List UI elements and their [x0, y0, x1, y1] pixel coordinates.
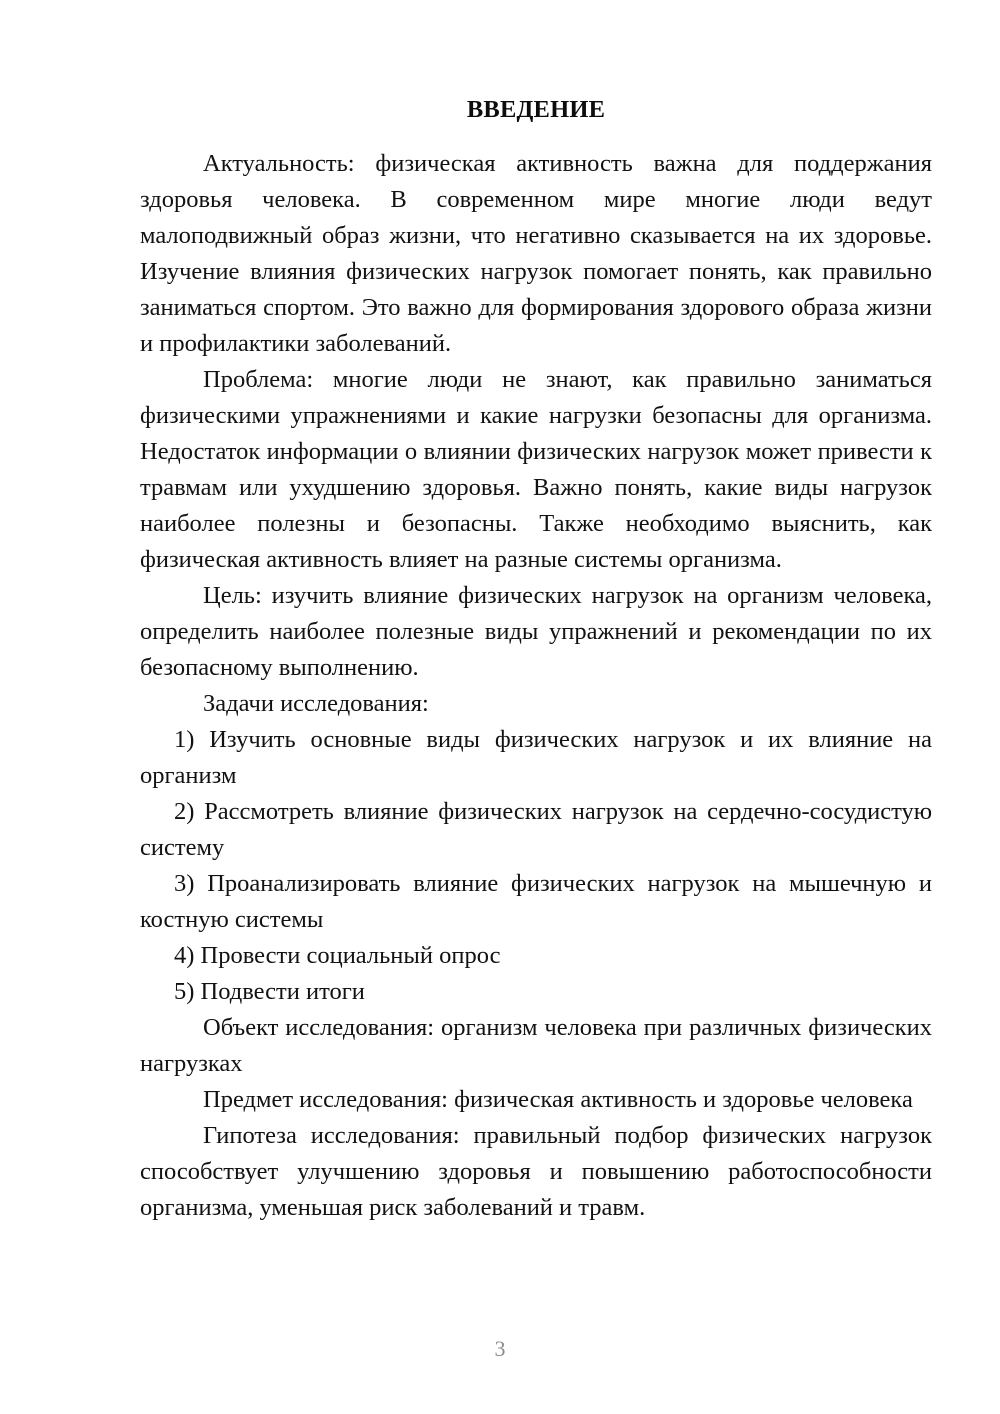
paragraph-object: Объект исследования: организм человека при различных физических нагрузках — [140, 1014, 932, 1077]
document-body — [140, 92, 932, 1226]
task-item-3: 3) Проанализировать влияние физических нагрузок на мышечную и костную системы — [140, 870, 932, 933]
paragraph-goal: Цель: изучить влияние физических нагрузок на организм человека, определить наиболее полезные виды упражнений и рекомендации по их безопасному выполнению. — [140, 582, 932, 681]
tasks-heading: Задачи исследования: — [203, 690, 429, 717]
task-item-4: 4) Провести социальный опрос — [174, 942, 501, 969]
task-item-2: 2) Рассмотреть влияние физических нагрузок на сердечно-сосудистую систему — [140, 798, 932, 861]
paragraph-subject: Предмет исследования: физическая активность и здоровье человека — [203, 1086, 913, 1113]
page-number: 3 — [494, 1336, 506, 1361]
task-item-1: 1) Изучить основные виды физических нагрузок и их влияние на организм — [140, 726, 932, 789]
paragraph-problem: Проблема: многие люди не знают, как правильно заниматься физическими упражнениями и какие нагрузки безопасны для организма. Недостаток информации о влиянии физических нагрузок может привести к травмам или ухудшению здоровья. Важно понять, какие виды нагрузок наиболее полезны и безопасны. Также необходимо выяснить, как физическая активность влияет на разные системы организма. — [140, 366, 932, 573]
paragraph-hypothesis: Гипотеза исследования: правильный подбор физических нагрузок способствует улучшению здоровья и повышению работоспособности организма, уменьшая риск заболеваний и травм. — [140, 1122, 932, 1221]
task-item-5: 5) Подвести итоги — [174, 978, 365, 1005]
paragraph-relevance: Актуальность: физическая активность важна для поддержания здоровья человека. В современном мире многие люди ведут малоподвижный образ жизни, что негативно сказывается на их здоровье. Изучение влияния физических нагрузок помогает понять, как правильно заниматься спортом. Это важно для формирования здорового образа жизни и профилактики заболеваний. — [140, 150, 932, 357]
page-title: ВВЕДЕНИЕ — [466, 96, 606, 123]
